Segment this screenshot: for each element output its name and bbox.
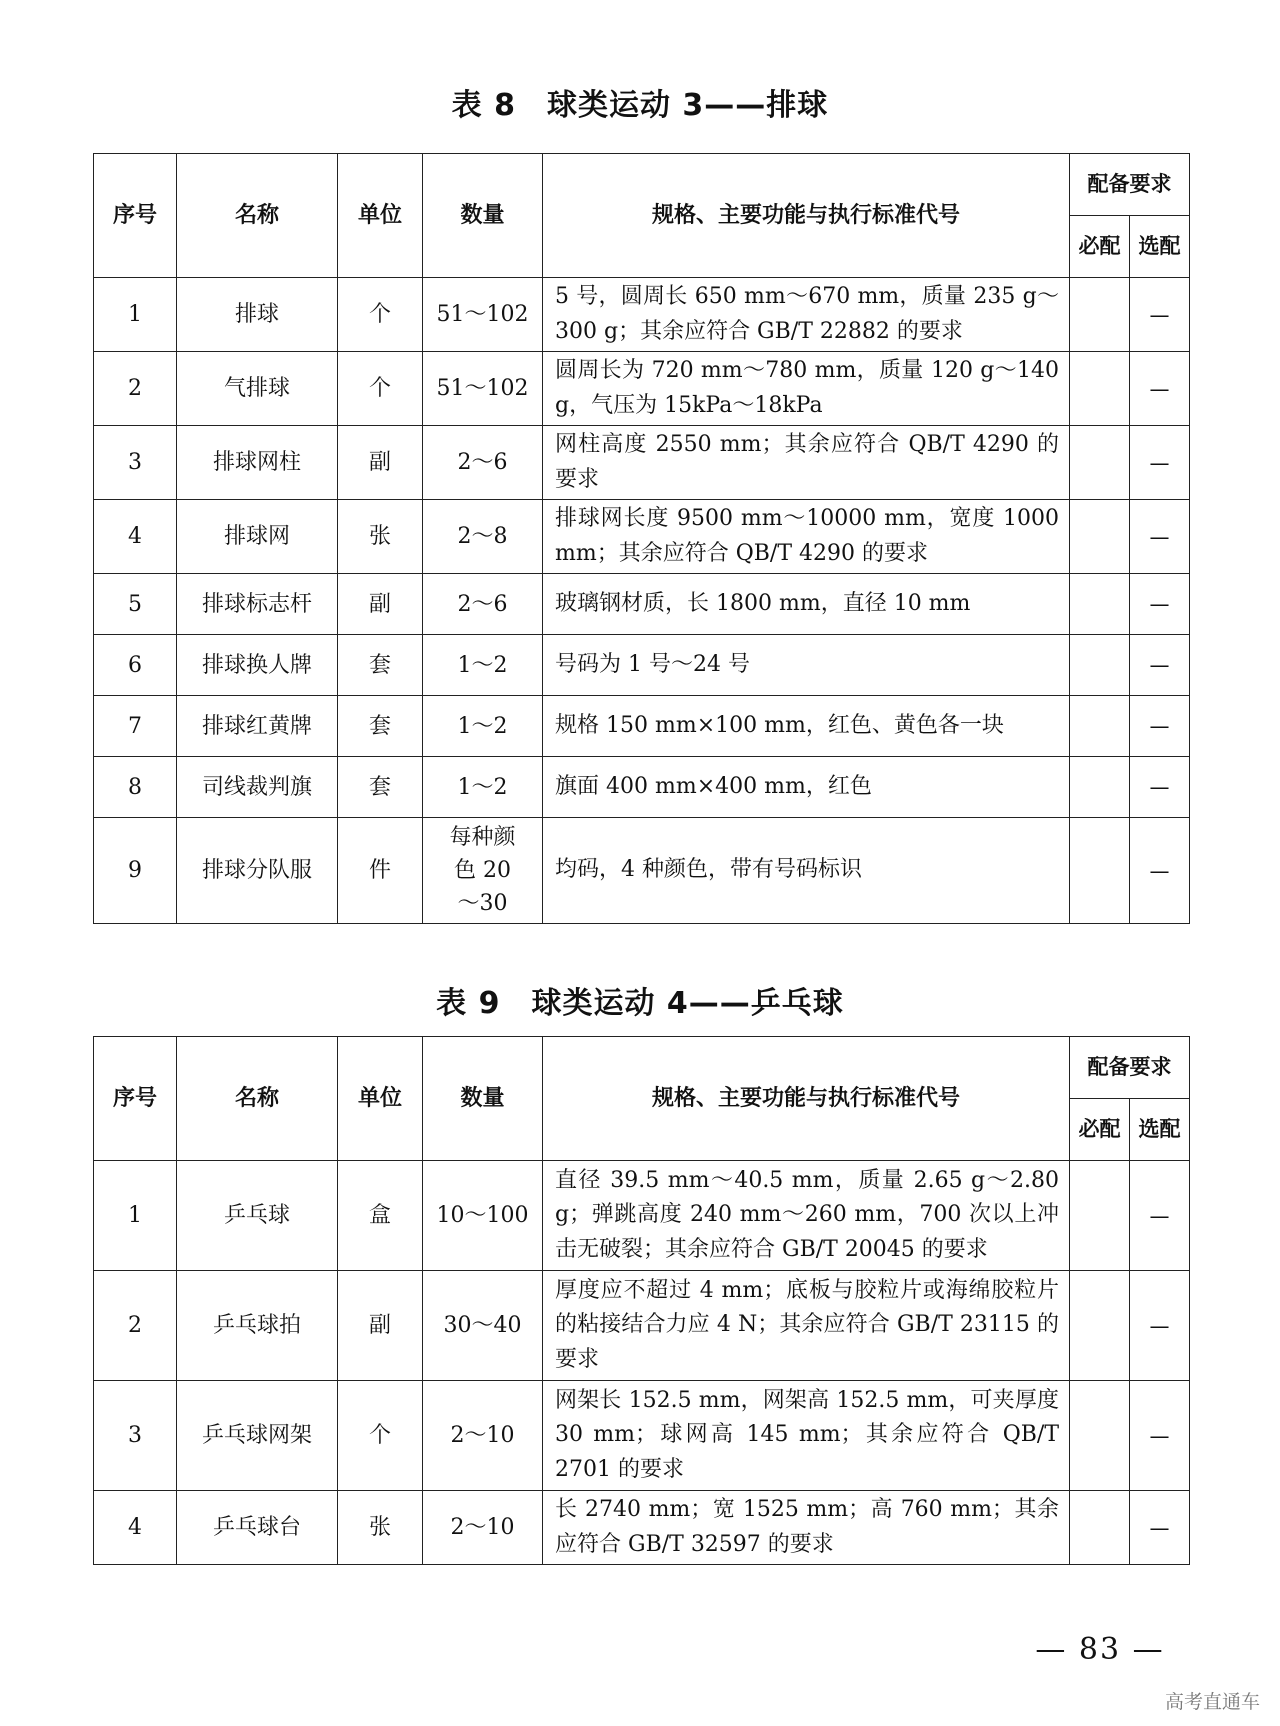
- cell-spec: 号码为 1 号～24 号: [543, 635, 1070, 696]
- header-required: 必配: [1070, 216, 1130, 278]
- table8-title: 表 8 球类运动 3——排球: [451, 88, 829, 123]
- cell-optional: —: [1130, 635, 1190, 696]
- cell-quantity: 2～10: [423, 1381, 543, 1491]
- cell-name: 排球换人牌: [177, 635, 338, 696]
- cell-spec: 旗面 400 mm×400 mm，红色: [543, 757, 1070, 818]
- cell-unit: 套: [338, 696, 423, 757]
- cell-required: [1070, 757, 1130, 818]
- cell-spec: 网架长 152.5 mm，网架高 152.5 mm，可夹厚度 30 mm；球网高 145 mm；其余应符合 QB/T 2701 的要求: [543, 1381, 1070, 1491]
- cell-index: 3: [94, 1381, 177, 1491]
- table-row: [94, 278, 1190, 352]
- cell-quantity: 30～40: [423, 1271, 543, 1381]
- cell-index: 1: [94, 1161, 177, 1271]
- cell-unit: 个: [338, 278, 423, 352]
- cell-quantity: 1～2: [423, 635, 543, 696]
- header-config: 配备要求: [1070, 1037, 1190, 1099]
- cell-optional: —: [1130, 818, 1190, 924]
- header-index: 序号: [94, 154, 177, 278]
- header-unit: 单位: [338, 154, 423, 278]
- cell-unit: 套: [338, 635, 423, 696]
- cell-quantity: 51～102: [423, 278, 543, 352]
- cell-name: 乒乓球台: [177, 1491, 338, 1565]
- cell-required: [1070, 426, 1130, 500]
- cell-unit: 盒: [338, 1161, 423, 1271]
- table-row: [94, 1161, 1190, 1271]
- cell-optional: —: [1130, 574, 1190, 635]
- cell-spec: 直径 39.5 mm～40.5 mm，质量 2.65 g～2.80 g；弹跳高度 240 mm～260 mm，700 次以上冲击无破裂；其余应符合 GB/T 20045 的要求: [543, 1161, 1070, 1271]
- table9: [93, 1036, 1190, 1565]
- cell-optional: —: [1130, 1271, 1190, 1381]
- table-row: [94, 696, 1190, 757]
- cell-required: [1070, 696, 1130, 757]
- cell-quantity: 2～6: [423, 426, 543, 500]
- cell-unit: 副: [338, 1271, 423, 1381]
- header-name: 名称: [177, 154, 338, 278]
- cell-required: [1070, 1381, 1130, 1491]
- cell-unit: 个: [338, 1381, 423, 1491]
- cell-optional: —: [1130, 1381, 1190, 1491]
- cell-optional: —: [1130, 500, 1190, 574]
- cell-required: [1070, 278, 1130, 352]
- cell-quantity: 2～10: [423, 1491, 543, 1565]
- cell-required: [1070, 1491, 1130, 1565]
- cell-quantity: 1～2: [423, 757, 543, 818]
- cell-required: [1070, 818, 1130, 924]
- cell-name: 排球: [177, 278, 338, 352]
- cell-index: 1: [94, 278, 177, 352]
- cell-quantity: 1～2: [423, 696, 543, 757]
- cell-name: 司线裁判旗: [177, 757, 338, 818]
- header-spec: 规格、主要功能与执行标准代号: [543, 154, 1070, 278]
- cell-name: 排球标志杆: [177, 574, 338, 635]
- cell-optional: —: [1130, 1491, 1190, 1565]
- header-index: 序号: [94, 1037, 177, 1161]
- cell-optional: —: [1130, 696, 1190, 757]
- table-row: [94, 1381, 1190, 1491]
- cell-optional: —: [1130, 757, 1190, 818]
- cell-required: [1070, 1271, 1130, 1381]
- cell-index: 2: [94, 352, 177, 426]
- cell-spec: 规格 150 mm×100 mm，红色、黄色各一块: [543, 696, 1070, 757]
- cell-unit: 张: [338, 1491, 423, 1565]
- cell-index: 8: [94, 757, 177, 818]
- cell-index: 2: [94, 1271, 177, 1381]
- cell-spec: 5 号，圆周长 650 mm～670 mm，质量 235 g～300 g；其余应符合 GB/T 22882 的要求: [543, 278, 1070, 352]
- cell-quantity: 51～102: [423, 352, 543, 426]
- table-row: [94, 1491, 1190, 1565]
- cell-unit: 个: [338, 352, 423, 426]
- cell-unit: 副: [338, 574, 423, 635]
- cell-index: 9: [94, 818, 177, 924]
- cell-quantity: 10～100: [423, 1161, 543, 1271]
- cell-unit: 件: [338, 818, 423, 924]
- header-unit: 单位: [338, 1037, 423, 1161]
- cell-spec: 均码，4 种颜色，带有号码标识: [543, 818, 1070, 924]
- table-row: [94, 757, 1190, 818]
- cell-spec: 圆周长为 720 mm～780 mm，质量 120 g～140 g，气压为 15kPa～18kPa: [543, 352, 1070, 426]
- cell-index: 5: [94, 574, 177, 635]
- header-optional: 选配: [1130, 216, 1190, 278]
- cell-name: 乒乓球拍: [177, 1271, 338, 1381]
- cell-optional: —: [1130, 1161, 1190, 1271]
- cell-required: [1070, 574, 1130, 635]
- table-row: [94, 1271, 1190, 1381]
- cell-index: 3: [94, 426, 177, 500]
- header-name: 名称: [177, 1037, 338, 1161]
- cell-optional: —: [1130, 426, 1190, 500]
- cell-optional: —: [1130, 352, 1190, 426]
- cell-name: 排球网: [177, 500, 338, 574]
- cell-name: 乒乓球网架: [177, 1381, 338, 1491]
- header-optional: 选配: [1130, 1099, 1190, 1161]
- cell-index: 4: [94, 1491, 177, 1565]
- cell-required: [1070, 500, 1130, 574]
- cell-unit: 副: [338, 426, 423, 500]
- table-row: [94, 818, 1190, 924]
- table-row: [94, 352, 1190, 426]
- cell-name: 排球分队服: [177, 818, 338, 924]
- cell-name: 排球网柱: [177, 426, 338, 500]
- cell-unit: 张: [338, 500, 423, 574]
- cell-quantity: 2～6: [423, 574, 543, 635]
- cell-spec: 网柱高度 2550 mm；其余应符合 QB/T 4290 的要求: [543, 426, 1070, 500]
- cell-spec: 排球网长度 9500 mm～10000 mm，宽度 1000 mm；其余应符合 QB/T 4290 的要求: [543, 500, 1070, 574]
- cell-quantity: 每种颜色 20～30: [423, 818, 543, 924]
- cell-index: 4: [94, 500, 177, 574]
- cell-spec: 厚度应不超过 4 mm；底板与胶粒片或海绵胶粒片的粘接结合力应 4 N；其余应符合 GB/T 23115 的要求: [543, 1271, 1070, 1381]
- cell-quantity: 2～8: [423, 500, 543, 574]
- header-config: 配备要求: [1070, 154, 1190, 216]
- cell-spec: 长 2740 mm；宽 1525 mm；高 760 mm；其余应符合 GB/T 32597 的要求: [543, 1491, 1070, 1565]
- cell-unit: 套: [338, 757, 423, 818]
- cell-optional: —: [1130, 278, 1190, 352]
- table-row: [94, 500, 1190, 574]
- cell-required: [1070, 1161, 1130, 1271]
- cell-spec: 玻璃钢材质，长 1800 mm，直径 10 mm: [543, 574, 1070, 635]
- header-quantity: 数量: [423, 1037, 543, 1161]
- cell-required: [1070, 635, 1130, 696]
- header-quantity: 数量: [423, 154, 543, 278]
- header-required: 必配: [1070, 1099, 1130, 1161]
- header-spec: 规格、主要功能与执行标准代号: [543, 1037, 1070, 1161]
- table8: [93, 153, 1190, 924]
- table9-title: 表 9 球类运动 4——乒乓球: [436, 986, 844, 1021]
- page-number: — 83 —: [1035, 1632, 1165, 1667]
- table-row: [94, 574, 1190, 635]
- cell-name: 排球红黄牌: [177, 696, 338, 757]
- cell-index: 7: [94, 696, 177, 757]
- cell-name: 气排球: [177, 352, 338, 426]
- cell-required: [1070, 352, 1130, 426]
- table-row: [94, 426, 1190, 500]
- cell-index: 6: [94, 635, 177, 696]
- cell-name: 乒乓球: [177, 1161, 338, 1271]
- watermark: 高考直通车: [1164, 1691, 1260, 1713]
- table-row: [94, 635, 1190, 696]
